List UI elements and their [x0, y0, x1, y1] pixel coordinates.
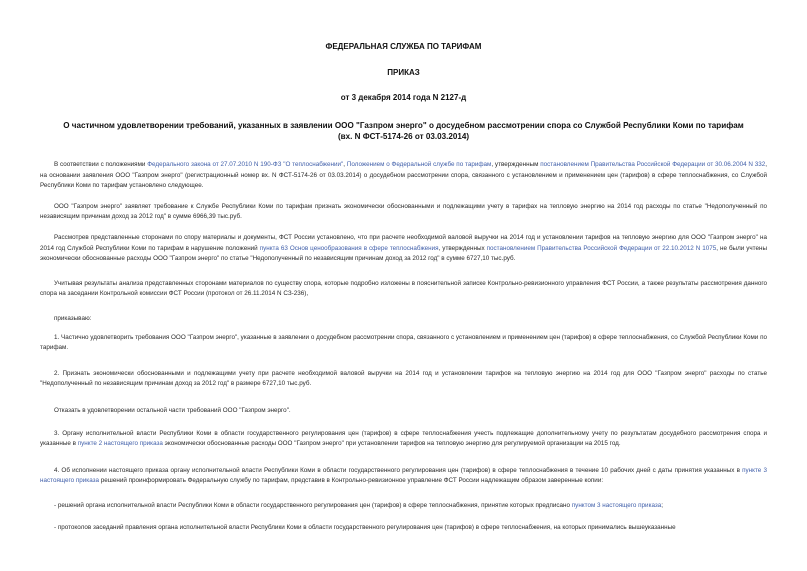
- paragraph-item-4: [40, 466, 767, 487]
- text-run: экономически обоснованные расходы ООО "Газпром энерго" при установлении тарифов на тепловую энергию для регулируемой организации на 2015 год.: [162, 440, 621, 448]
- doc-type-heading: ПРИКАЗ: [387, 68, 420, 77]
- item-3-link[interactable]: пунктом 3 настоящего приказа: [571, 501, 662, 509]
- agency-heading: ФЕДЕРАЛЬНАЯ СЛУЖБА ПО ТАРИФАМ: [325, 42, 482, 51]
- date-number-heading: от 3 декабря 2014 года N 2127-д: [340, 93, 467, 102]
- text-run: ;: [661, 501, 664, 509]
- paragraph-order-word: приказываю:: [54, 314, 92, 322]
- text-run: ,: [343, 161, 347, 168]
- document-title: [50, 120, 757, 142]
- paragraph-protocols: - протоколов заседаний правления органа исполнительной власти Республики Коми в области государственного регулирования цен (тарифов) в сфере теплоснабжения, на которых принимались вышеуказанные: [54, 524, 676, 532]
- text-run: , на основании заявления ООО "Газпром энерго" (регистрационный номер вх. N ФСТ-5174-26 от 03.03.2014) о досудебном рассмотрении спора, связанного с установлением и применением цен (тарифов) в сфере теплоснабжения, со Службой Республики Коми по тарифам установлено следующее.: [40, 161, 767, 190]
- pricing-basics-link[interactable]: пункта 63 Основ ценообразования в сфере теплоснабжения: [259, 244, 439, 252]
- text-run: 4. Об исполнении настоящего приказа органу исполнительной власти Республики Коми в области государственного регулирования цен (тарифов) в сфере теплоснабжения в течение 10 рабочих дней с даты принятия указанных в: [54, 466, 743, 474]
- paragraph-refusal: Отказать в удовлетворении остальной части требований ООО "Газпром энерго".: [54, 406, 291, 414]
- text-run: , утвержденных: [438, 244, 487, 252]
- paragraph-item-2: 2. Признать экономически обоснованными и подлежащими учету при расчете необходимой валовой выручки на 2014 год и установлении тарифов на тепловую энергию на 2014 год для ООО "Газпром энерго" расходы по статье "Недополученный по независящим причинам доход за 2012 год" в размере 6727,10 тыс.руб.: [40, 369, 767, 388]
- document-body: [40, 160, 767, 534]
- paragraph-decisions: [40, 501, 767, 512]
- paragraph-item-1: 1. Частично удовлетворить требования ООО "Газпром энерго", указанные в заявлении о досудебном рассмотрении спора, связанного с установлением и применением цен (тарифов) в сфере теплоснабжения, со Службой Республики Коми по тарифам.: [40, 333, 767, 352]
- paragraph-basis: [40, 160, 767, 192]
- paragraph-item-3: [40, 429, 767, 450]
- title-line: О частичном удовлетворении требований, указанных в заявлении ООО "Газпром энерго" о досудебном рассмотрении спора со Службой Республики Коми по тарифам: [63, 121, 744, 130]
- text-run: - решений органа исполнительной власти Республики Коми в области государственного регулирования цен (тарифов) в сфере теплоснабжения, принятие которых предписано: [54, 501, 572, 509]
- paragraph-findings: [40, 233, 767, 265]
- text-run: решений проинформировать Федеральную службу по тарифам, представив в Контрольно-ревизионное управление ФСТ России надлежащим образом заверенные копии:: [99, 477, 604, 485]
- text-run: Рассмотрев представленные сторонами по спору материалы и документы, ФСТ России установлено, что при расчете необходимой валовой выручки на 2014 год и установлении тарифов на тепловую энергию для ООО "Газпром энерго" на 2014 год Службой Республики Коми по тарифам в нарушение положений: [40, 233, 767, 252]
- item-2-link[interactable]: пункте 2 настоящего приказа: [77, 440, 163, 448]
- text-run: , утвержденным: [491, 161, 541, 168]
- regulation-link[interactable]: Положением о Федеральной службе по тарифам: [346, 161, 492, 168]
- paragraph-claim: ООО "Газпром энерго" заявляет требование к Службе Республики Коми по тарифам признать экономически обоснованными и подлежащими учету в тарифах на тепловую энергию на 2014 год расходы по статье "Недополученный по независящим причинам доход за 2012 год" в сумме 6966,39 тыс.руб.: [40, 202, 767, 221]
- text-run: 3. Органу исполнительной власти Республики Коми в области государственного регулирования цен (тарифов) в сфере теплоснабжения учесть подлежащие дополнительному учету по результатам досудебного рассмотрения спора и указанные в: [40, 429, 767, 448]
- resolution-1075-link[interactable]: постановлением Правительства Российской Федерации от 22.10.2012 N 1075: [486, 244, 717, 252]
- item-3-link[interactable]: пункте 3 настоящего приказа: [40, 466, 767, 485]
- paragraph-analysis: Учитывая результаты анализа представленных сторонами материалов по существу спора, которые подробно изложены в пояснительной записке Контрольно-ревизионного управления ФСТ России, а также результаты рассмотрения данного спора на заседании Контрольной комиссии ФСТ России (протокол от 26.11.2014 N СЗ-236),: [40, 279, 767, 298]
- law-link[interactable]: Федерального закона от 27.07.2010 N 190-ФЗ "О теплоснабжении": [147, 161, 344, 168]
- text-run: В соответствии с положениями: [54, 161, 148, 168]
- title-reference: (вх. N ФСТ-5174-26 от 03.03.2014): [337, 132, 470, 141]
- resolution-link[interactable]: постановлением Правительства Российской Федерации от 30.06.2004 N 332: [540, 161, 766, 168]
- text-run: , не были учтены экономически обоснованные расходы ООО "Газпром энерго" по статье "Недополученный по независящим причинам доход за 2012 год" в сумме 6727,10 тыс.руб.: [40, 244, 768, 263]
